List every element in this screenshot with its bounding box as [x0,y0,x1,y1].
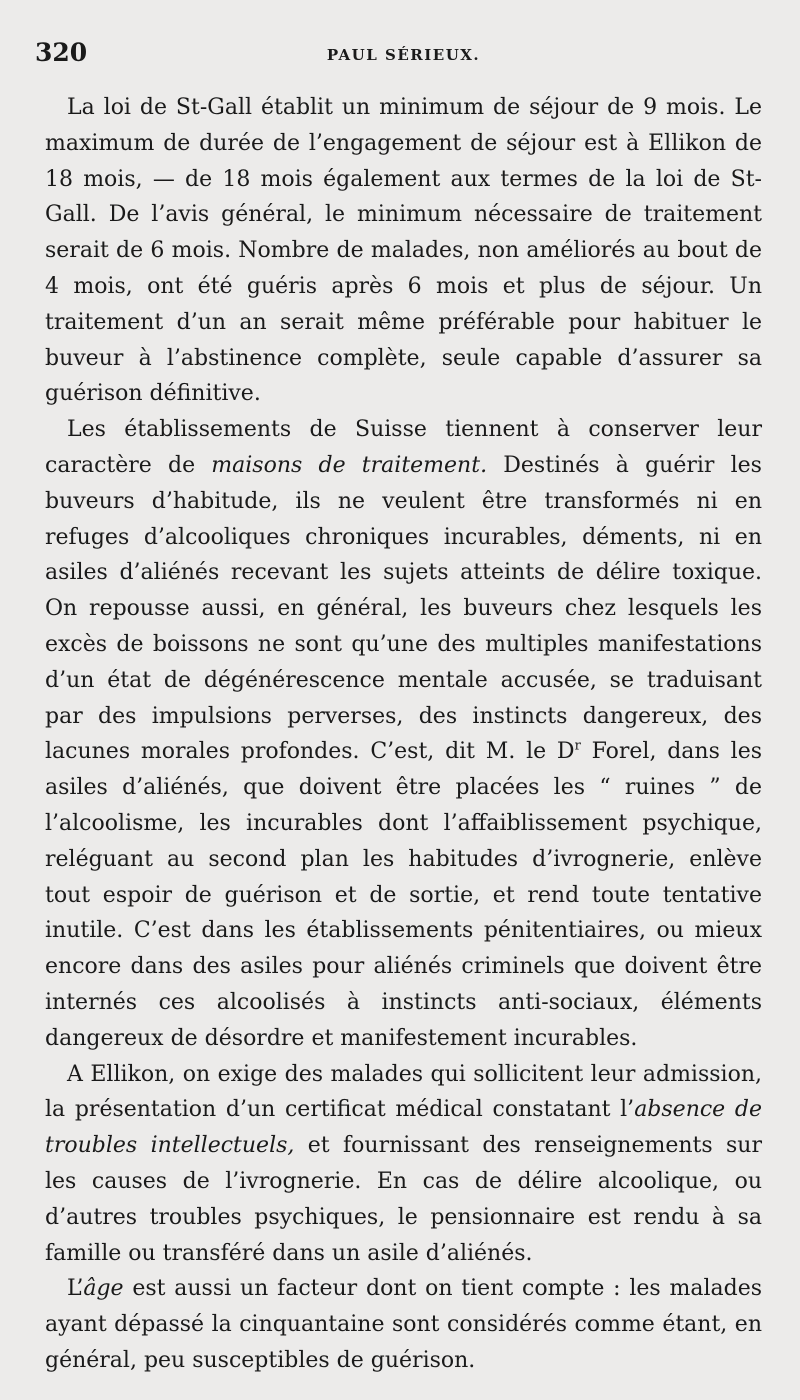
paragraph-text: A Ellikon, on exige des malades qui sollicitent leur admission, la présentation d’un certificat médical constatant l’ [45,1061,762,1123]
body-text [45,90,762,1379]
paragraph-text: Forel, dans les asiles d’aliénés, que doivent être placées les “ ruines ” de l’alcoolisme, les incurables dont l’affaiblissement psychique, reléguant au second plan les habitudes d’ivrognerie, enlève tout espoir de guérison et de sortie, et rend toute tentative inutile. C’est dans les établissements pénitentiaires, ou mieux encore dans des asiles pour aliénés criminels que doivent être internés ces alcoolisés à instincts anti-sociaux, éléments dangereux de désordre et manifestement incurables. [45,739,763,1051]
paragraph-text: est aussi un facteur dont on tient compte : les malades ayant dépassé la cinquantaine sont considérés comme étant, en général, peu susceptibles de guérison. [45,1276,762,1373]
paragraph-admission [45,1057,762,1272]
running-head [35,38,762,74]
running-title: PAUL SÉRIEUX. [326,46,481,64]
paragraph-text: L’ [67,1276,84,1302]
page-number: 320 [35,38,88,67]
paragraph-text: Destinés à guérir les buveurs d’habitude, ils ne veulent être transformés ni en refuges d’alcooliques chroniques incurables, déments, ni en asiles d’aliénés recevant les sujets atteints de délire toxique. On repousse aussi, en général, les buveurs chez lesquels les excès de boissons ne sont qu’une des multiples manifestations d’un état de dégénérescence mentale accusée, se traduisant par des impulsions perverses, des instincts dangereux, des lacunes morales profondes. C’est, dit M. le D [45,452,762,765]
paragraph-age [45,1271,762,1378]
superscript: r [574,739,581,755]
paragraph-text: La loi de St-Gall établit un minimum de séjour de 9 mois. Le maximum de durée de l’engagement de séjour est à Ellikon de 18 mois, — de 18 mois également aux termes de la loi de St-Gall. De l’avis général, le minimum nécessaire de traitement serait de 6 mois. Nombre de malades, non améliorés au bout de 4 mois, ont été guéris après 6 mois et plus de séjour. Un traitement d’un an serait même préférable pour habituer le buveur à l’abstinence complète, seule capable d’assurer sa guérison définitive. [45,95,762,407]
paragraph-text: et fournissant des renseignements sur les causes de l’ivrognerie. En cas de délire alcoolique, ou d’autres troubles psychiques, le pensionnaire est rendu à sa famille ou transféré dans un asile d’aliénés. [45,1133,762,1266]
italic-term: âge [83,1276,124,1302]
paragraph-text: Les établissements de Suisse tiennent à conserver leur caractère de [45,417,762,478]
italic-term: maisons de traitement. [211,452,488,478]
paragraph-minimum-stay [45,90,762,412]
paragraph-swiss-establishments [45,412,762,1056]
italic-term: absence de troubles intellectuels, [45,1097,762,1159]
